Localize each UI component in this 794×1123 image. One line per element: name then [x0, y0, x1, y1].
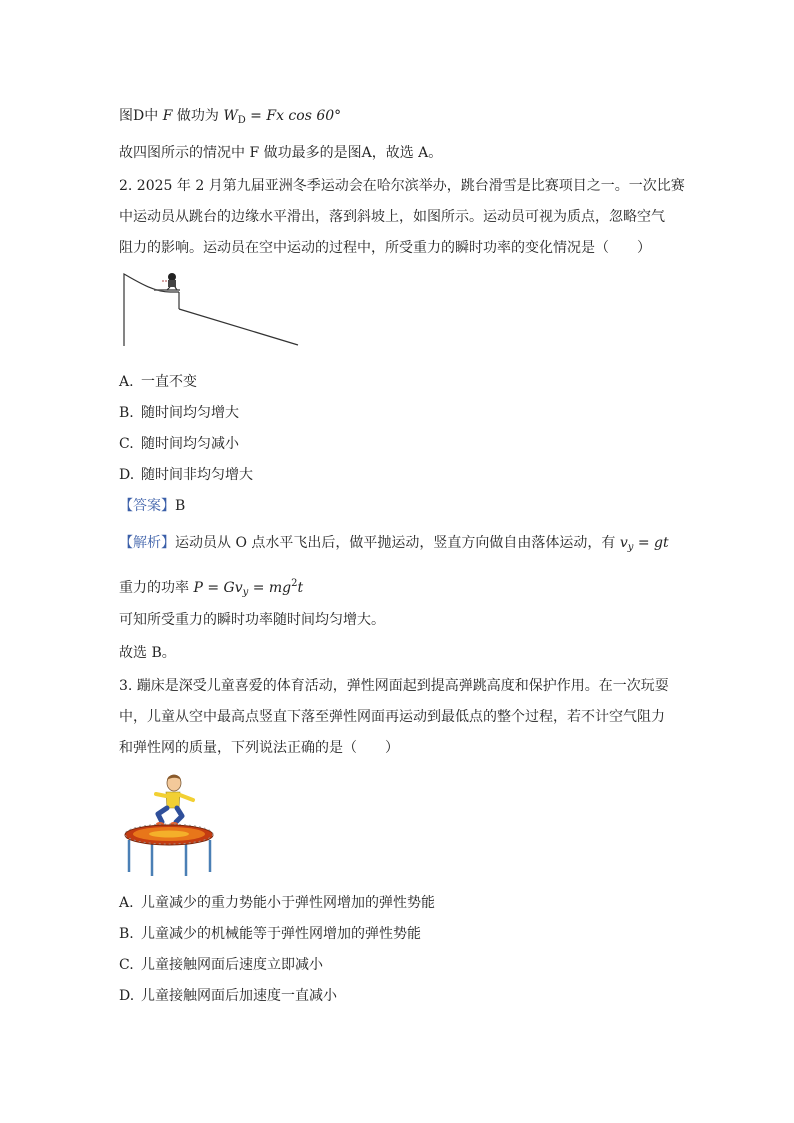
- answer-tag: 【答案】: [119, 498, 175, 514]
- text-mid: 做功为: [176, 108, 219, 124]
- option-letter: B.: [119, 926, 134, 942]
- text-prefix: 图D中: [119, 108, 159, 124]
- power-subscript: y: [242, 587, 249, 598]
- slope-line-long: [179, 309, 298, 345]
- velocity-formula-rest: = gt: [633, 535, 669, 551]
- q2-stem-line3: 阻力的影响。运动员在空中运动的过程中，所受重力的瞬时功率的变化情况是（ ）: [119, 240, 651, 256]
- power-formula-end: t: [297, 580, 304, 596]
- option-text: 随时间非均匀增大: [141, 467, 253, 483]
- option-letter: C.: [119, 436, 134, 452]
- child-icon: [156, 775, 193, 826]
- q2-power-line: [119, 574, 303, 603]
- analysis-text: 运动员从 O 点水平飞出后，做平抛运动，竖直方向做自由落体运动，有: [175, 535, 616, 551]
- trampoline-figure: [122, 772, 218, 878]
- option-text: 随时间均匀增大: [141, 405, 239, 421]
- option-text: 儿童减少的重力势能小于弹性网增加的弹性势能: [141, 895, 435, 911]
- work-symbol: W: [223, 108, 238, 124]
- q2-answer-line: [119, 496, 185, 516]
- work-formula: [223, 108, 341, 124]
- force-symbol: F: [162, 108, 173, 124]
- q3-stem-line1: 3. 蹦床是深受儿童喜爱的体育活动，弹性网面起到提高弹跳高度和保护作用。在一次玩耍: [119, 678, 669, 694]
- option-text: 儿童接触网面后速度立即减小: [141, 957, 323, 973]
- velocity-subscript: y: [627, 542, 634, 553]
- power-prefix: 重力的功率: [119, 580, 189, 596]
- option-text: 儿童接触网面后加速度一直减小: [141, 988, 337, 1004]
- q3-option-a[interactable]: [119, 893, 435, 913]
- q2-stem-line1: 2. 2025 年 2 月第九届亚洲冬季运动会在哈尔滨举办，跳台滑雪是比赛项目之一。一次比赛: [119, 178, 685, 194]
- q2-analysis-line1: [119, 533, 669, 558]
- power-superscript: 2: [291, 578, 298, 589]
- q3-stem-line3: 和弹性网的质量，下列说法正确的是（ ）: [119, 740, 399, 756]
- answer-value: B: [175, 498, 186, 514]
- q3-option-c[interactable]: [119, 955, 323, 975]
- q2-option-d[interactable]: [119, 465, 253, 485]
- trampoline-icon: [125, 824, 213, 876]
- option-letter: D.: [119, 988, 135, 1004]
- d-work-line: [119, 106, 341, 131]
- skier-icon: [154, 273, 180, 290]
- q3-option-b[interactable]: [119, 924, 421, 944]
- power-formula-main: P = Gv: [193, 580, 243, 596]
- option-text: 一直不变: [141, 374, 197, 390]
- q2-line-after: 可知所受重力的瞬时功率随时间均匀增大。: [119, 612, 385, 628]
- option-letter: A.: [119, 374, 134, 390]
- q2-option-a[interactable]: [119, 372, 197, 392]
- power-formula: [193, 580, 303, 596]
- ski-jump-figure: [118, 266, 302, 350]
- option-text: 随时间均匀减小: [141, 436, 239, 452]
- option-letter: B.: [119, 405, 134, 421]
- option-letter: C.: [119, 957, 134, 973]
- q3-stem-line2: 中，儿童从空中最高点竖直下落至弹性网面再运动到最低点的整个过程，若不计空气阻力: [119, 709, 665, 725]
- q2-choose: 故选 B。: [119, 645, 176, 661]
- power-formula-mid: = mg: [248, 580, 292, 596]
- q3-option-d[interactable]: [119, 986, 337, 1006]
- option-text: 儿童减少的机械能等于弹性网增加的弹性势能: [141, 926, 421, 942]
- option-letter: A.: [119, 895, 134, 911]
- analysis-tag: 【解析】: [119, 535, 175, 551]
- conclusion-line: 故四图所示的情况中 F 做功最多的是图A，故选 A。: [119, 145, 443, 161]
- q2-option-c[interactable]: [119, 434, 239, 454]
- work-subscript: D: [237, 115, 246, 126]
- q2-option-b[interactable]: [119, 403, 239, 423]
- velocity-formula: [620, 535, 669, 551]
- option-letter: D.: [119, 467, 135, 483]
- work-formula-rest: = Fx cos 60°: [245, 108, 342, 124]
- q2-stem-line2: 中运动员从跳台的边缘水平滑出，落到斜坡上，如图所示。运动员可视为质点，忽略空气: [119, 209, 665, 225]
- velocity-symbol: v: [619, 535, 628, 551]
